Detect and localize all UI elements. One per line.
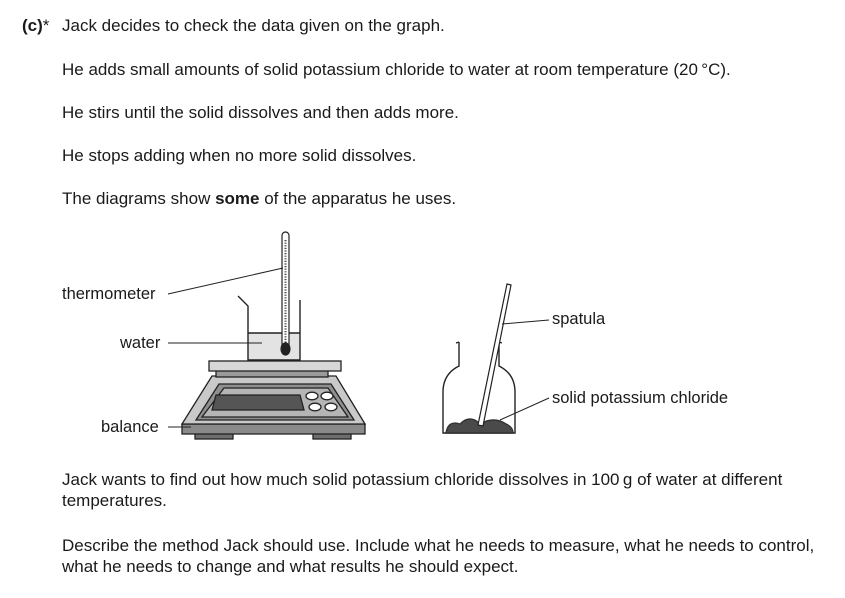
emphasis-some: some <box>215 189 260 208</box>
question-line-4: He stops adding when no more solid dissolves. <box>62 146 417 165</box>
label-spatula: spatula <box>552 310 606 328</box>
question-line-2: He adds small amounts of solid potassium chloride to water at room temperature (20 °C). <box>62 60 731 79</box>
beaker-illustration <box>238 296 300 360</box>
task-instruction-paragraph: Describe the method Jack should use. Include what he needs to measure, what he needs to control, what he needs to change and what results he should expect. <box>62 536 815 576</box>
label-thermometer: thermometer <box>62 285 156 303</box>
extended-response-marker: * <box>42 16 50 35</box>
balance-illustration <box>182 361 365 439</box>
spatula-illustration <box>478 284 511 426</box>
question-line-1: Jack decides to check the data given on the graph. <box>62 16 445 35</box>
question-number: (c)* <box>22 16 50 35</box>
question-line-3: He stirs until the solid dissolves and then adds more. <box>62 103 459 122</box>
thermometer-illustration <box>281 232 290 355</box>
task-context-paragraph: Jack wants to find out how much solid potassium chloride dissolves in 100 g of water at different temperatures. <box>62 470 783 510</box>
label-balance: balance <box>101 418 159 436</box>
label-solid-potassium-chloride: solid potassium chloride <box>552 389 729 407</box>
label-water: water <box>120 334 161 352</box>
question-line-5: The diagrams show some of the apparatus he uses. <box>62 189 457 208</box>
